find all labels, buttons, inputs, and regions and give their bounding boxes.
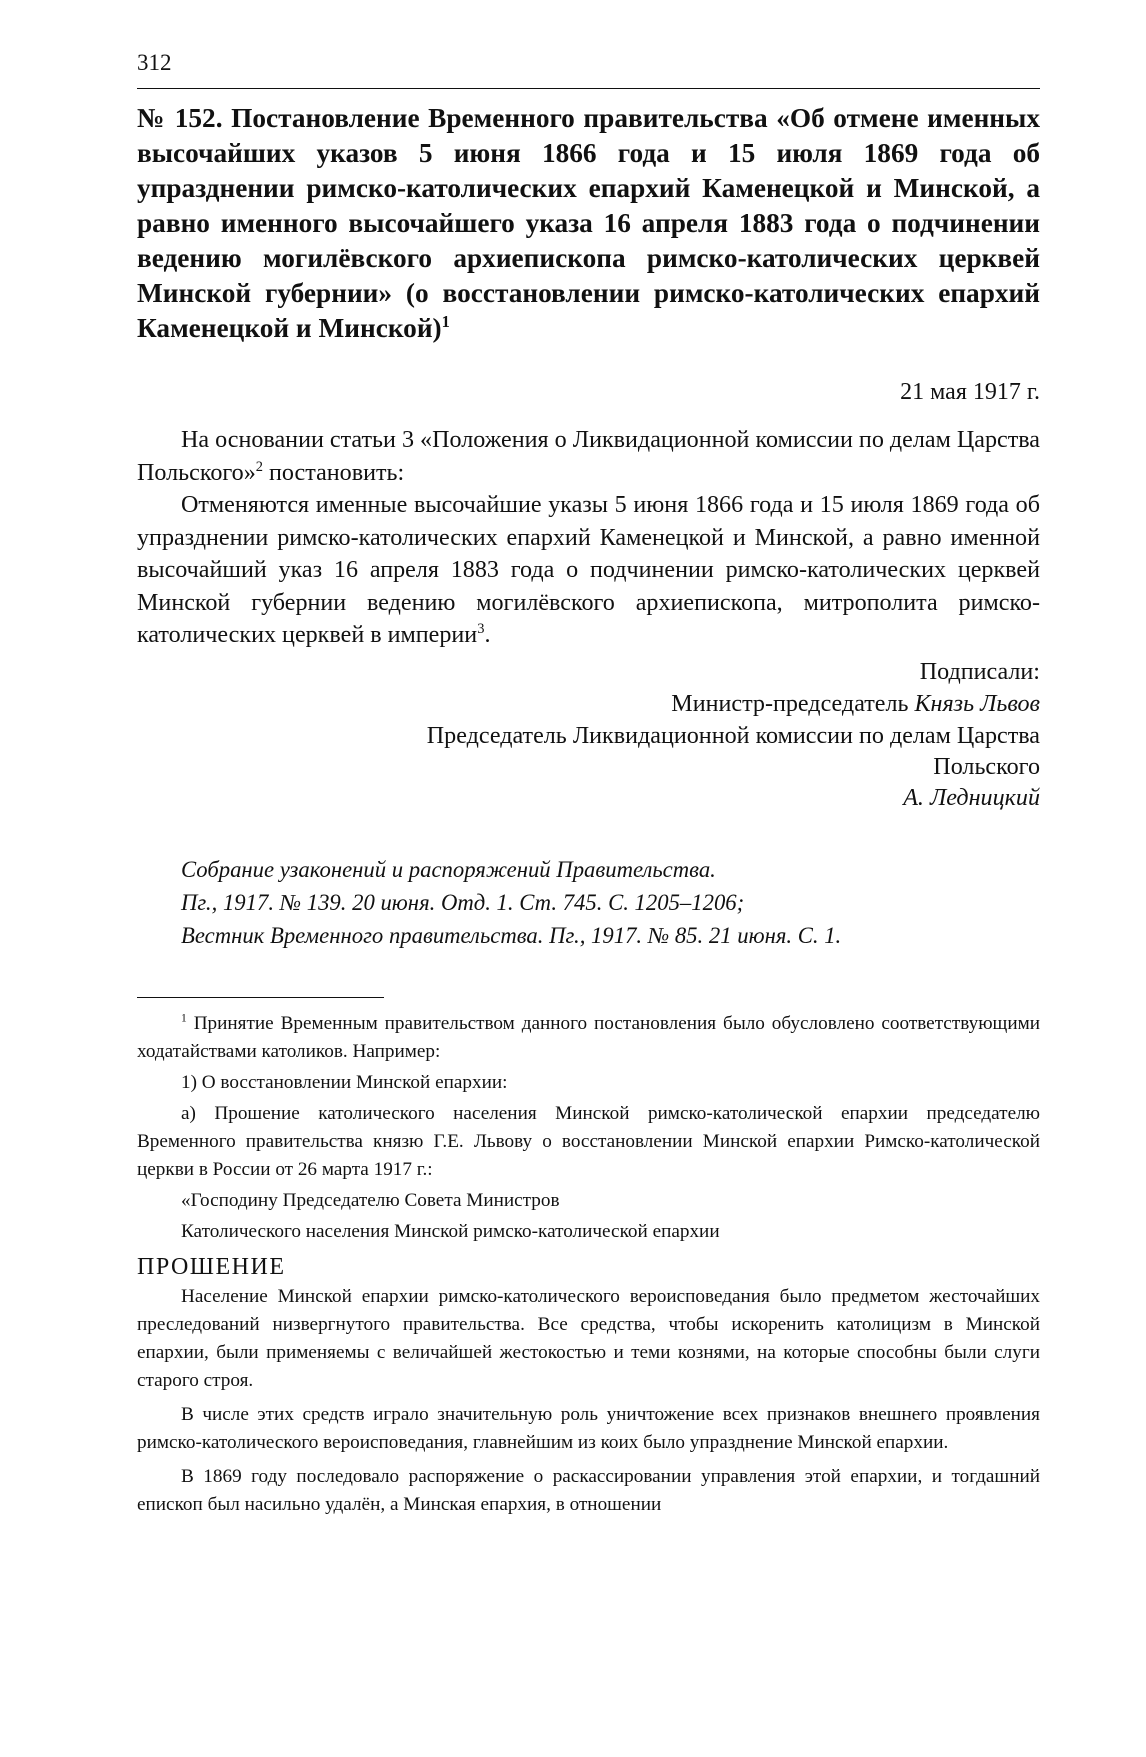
decree-paragraph xyxy=(137,489,1040,652)
decree-text: Отменяются именные высочайшие указы 5 июня 1866 года и 15 июля 1869 года об упразднении римско-католических епархий Каменецкой и Минской, а равно именной высочайший указ 16 апреля 1883 года о подчинении римско-католических церквей Минской губернии ведению могилёвского архиепископа, митрополита римско-католических церквей в империи xyxy=(137,492,1040,648)
footnote-ref-3[interactable]: 3 xyxy=(477,620,485,637)
document-title xyxy=(137,101,1040,346)
preamble-text: На основании статьи 3 «Положения о Ликвидационной комиссии по делам Царства Польского» xyxy=(137,427,1040,486)
footnote-ref-1[interactable]: 1 xyxy=(441,311,450,331)
footnote-item-a: а) Прошение католического населения Минской римско-католической епархии председателю Временного правительства князю Г.Е. Львову о восстановлении Минской епархии Римско-католической церкви в России от 26 марта 1917 г.: xyxy=(137,1102,1040,1180)
page-content xyxy=(137,101,1040,1519)
signature-role-prime-minister: Министр-председатель xyxy=(671,691,915,717)
document-title-text: № 152. Постановление Временного правительства «Об отмене именных высочайших указов 5 июня 1866 года и 15 июля 1869 года об упразднении римско-католических епархий Каменецкой и Минской, а равно именного высочайшего указа 16 апреля 1883 года о подчинении ведению могилёвского архиепископа римско-католических церквей Минской губернии» (о восстановлении римско-католических епархий Каменецкой и Минской) xyxy=(137,103,1040,343)
signature-name-lednitsky: А. Ледницкий xyxy=(903,784,1040,811)
signature-role-commission-line1: Председатель Ликвидационной комиссии по делам Царства xyxy=(426,722,1040,749)
source-citation xyxy=(181,853,1040,952)
petition-paragraph-3: В 1869 году последовало распоряжение о раскассировании управления этой епархии, и тогдашний епископ был насильно удалён, а Минская епархия, в отношении xyxy=(137,1465,1040,1515)
decree-tail: . xyxy=(484,622,491,648)
page-number: 312 xyxy=(137,50,172,75)
source-line-2: Пг., 1917. № 139. 20 июня. Отд. 1. Ст. 745. С. 1205–1206; xyxy=(181,889,745,915)
footnote-1-marker: 1 xyxy=(181,1012,187,1025)
signature-name-lvov: Князь Львов xyxy=(914,691,1040,717)
petition-paragraph-2: В числе этих средств играло значительную роль уничтожение всех признаков внешнего проявления римско-католического вероисповедания, главнейшим из коих было упразднение Минской епархии. xyxy=(137,1403,1040,1453)
preamble-paragraph xyxy=(137,424,1040,489)
source-line-3: Вестник Временного правительства. Пг., 1917. № 85. 21 июня. С. 1. xyxy=(181,922,842,948)
petition-paragraph-1: Население Минской епархии римско-католического вероисповедания было предметом жесточайших преследований низвергнутого правительства. Все средства, чтобы искоренить католицизм в Минской епархии, были применяемы с величайшей жестокостью и теми кознями, на которые способны были слуги старого строя. xyxy=(137,1285,1040,1391)
footnotes xyxy=(137,1010,1040,1519)
signature-role-commission-line2: Польского xyxy=(933,753,1040,780)
signatures-header: Подписали: xyxy=(919,658,1040,685)
petition-addressee: «Господину Председателю Совета Министров xyxy=(181,1189,560,1211)
document-date: 21 мая 1917 г. xyxy=(900,379,1040,405)
footnote-1 xyxy=(137,1010,1040,1066)
footnote-item-1: 1) О восстановлении Минской епархии: xyxy=(181,1071,508,1093)
petition-heading: ПРОШЕНИЕ xyxy=(137,1253,286,1280)
signature-line-prime-minister xyxy=(137,688,1040,721)
petition-sender: Католического населения Минской римско-католической епархии xyxy=(181,1220,720,1242)
preamble-tail: постановить: xyxy=(262,459,405,486)
footnote-ref-2[interactable]: 2 xyxy=(255,458,263,475)
footnote-separator xyxy=(137,997,384,998)
footnote-1-text: Принятие Временным правительством данного постановления было обусловлено соответствующими ходатайствами католиков. Например: xyxy=(137,1012,1040,1062)
source-line-1: Собрание узаконений и распоряжений Правительства. xyxy=(181,856,716,882)
header-rule xyxy=(137,88,1040,89)
